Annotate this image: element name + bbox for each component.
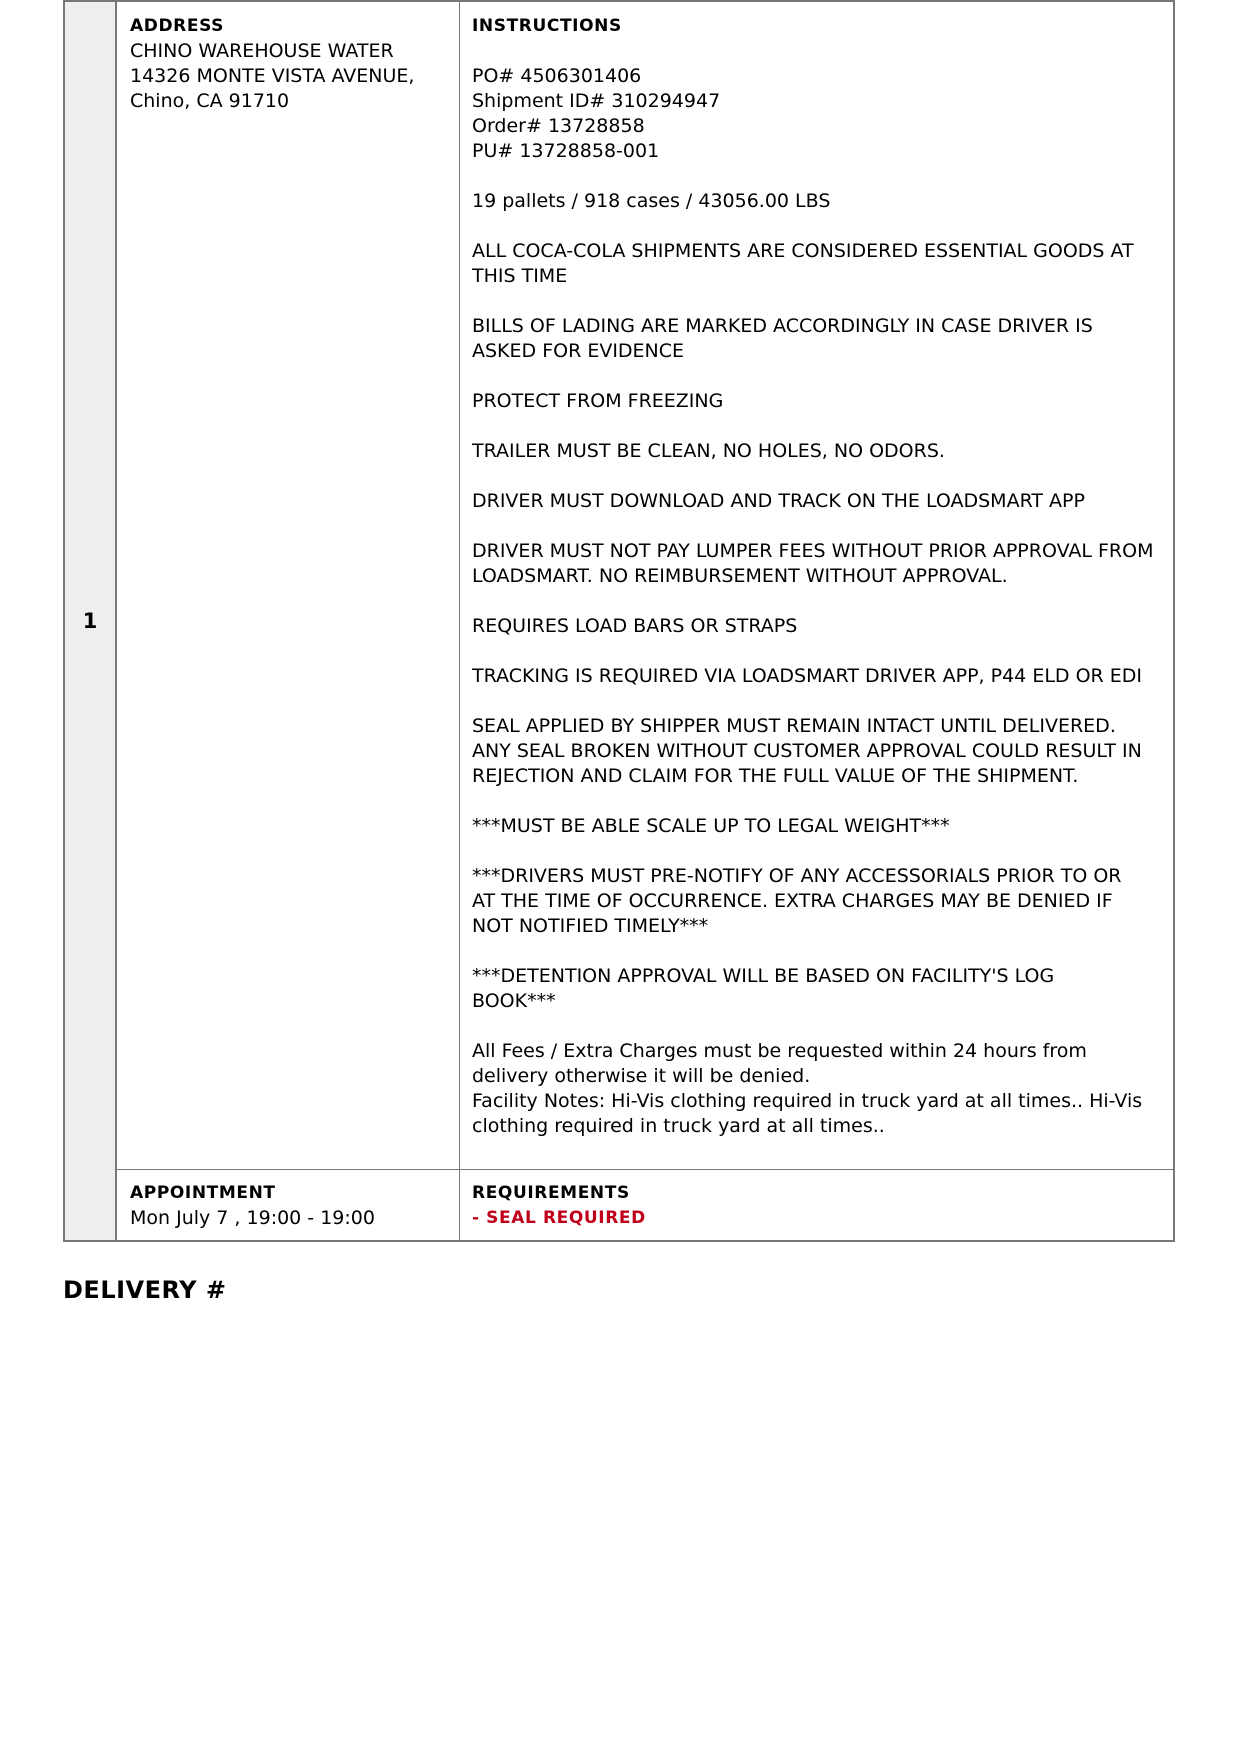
address-heading: ADDRESS — [130, 16, 225, 36]
appointment-value: Mon July 7 , 19:00 - 19:00 — [130, 1207, 375, 1229]
requirements-heading: REQUIREMENTS — [472, 1183, 630, 1203]
requirement-seal-required: - SEAL REQUIRED — [472, 1208, 646, 1228]
address-line: 14326 MONTE VISTA AVENUE, — [130, 65, 415, 87]
stop-table — [63, 0, 1175, 1242]
requirements-cell — [460, 1170, 1175, 1242]
address-line: CHINO WAREHOUSE WATER — [130, 40, 394, 62]
instructions-heading: INSTRUCTIONS — [472, 16, 622, 36]
appointment-cell — [116, 1170, 460, 1242]
address-cell — [116, 1, 460, 1170]
address-line: Chino, CA 91710 — [130, 90, 290, 112]
stop-number: 1 — [64, 1, 116, 1241]
instructions-text: PO# 4506301406 Shipment ID# 310294947 Order# 13728858 PU# 13728858-001 19 pallets / 918 cases / 43056.00 LBS ALL COCA-COLA SHIPMENTS ARE CONSIDERED ESSENTIAL GOODS AT THIS TIME BILLS OF LADING ARE MARKED ACCORDINGLY IN CASE DRIVER IS ASKED FOR EVIDENCE PROTECT FROM FREEZING TRAILER MUST BE CLEAN, NO HOLES, NO ODORS. DRIVER MUST DOWNLOAD AND TRACK ON THE LOADSMART APP DRIVER MUST NOT PAY LUMPER FEES WITHOUT PRIOR APPROVAL FROM LOADSMART. NO REIMBURSEMENT WITHOUT APPROVAL. REQUIRES LOAD BARS OR STRAPS TRACKING IS REQUIRED VIA LOADSMART DRIVER APP, P44 ELD OR EDI SEAL APPLIED BY SHIPPER MUST REMAIN INTACT UNTIL DELIVERED. ANY SEAL BROKEN WITHOUT CUSTOMER APPROVAL COULD RESULT IN REJECTION AND CLAIM FOR THE FULL VALUE OF THE SHIPMENT. ***MUST BE ABLE SCALE UP TO LEGAL WEIGHT*** ***DRIVERS MUST PRE-NOTIFY OF ANY ACCESSORIALS PRIOR TO OR AT THE TIME OF OCCURRENCE. EXTRA CHARGES MAY BE DENIED IF NOT NOTIFIED TIMELY*** ***DETENTION APPROVAL WILL BE BASED ON FACILITY'S LOG BOOK*** All Fees / Extra Charges must be requested within 24 hours from delivery otherwise it will be denied. Facility Notes: Hi-Vis clothing required in truck yard at all times.. Hi-Vis clothing required in truck yard at all times.. — [472, 65, 1154, 1137]
appointment-heading: APPOINTMENT — [130, 1183, 276, 1203]
delivery-section-title: DELIVERY # — [63, 1276, 227, 1304]
instructions-cell — [460, 1, 1175, 1170]
